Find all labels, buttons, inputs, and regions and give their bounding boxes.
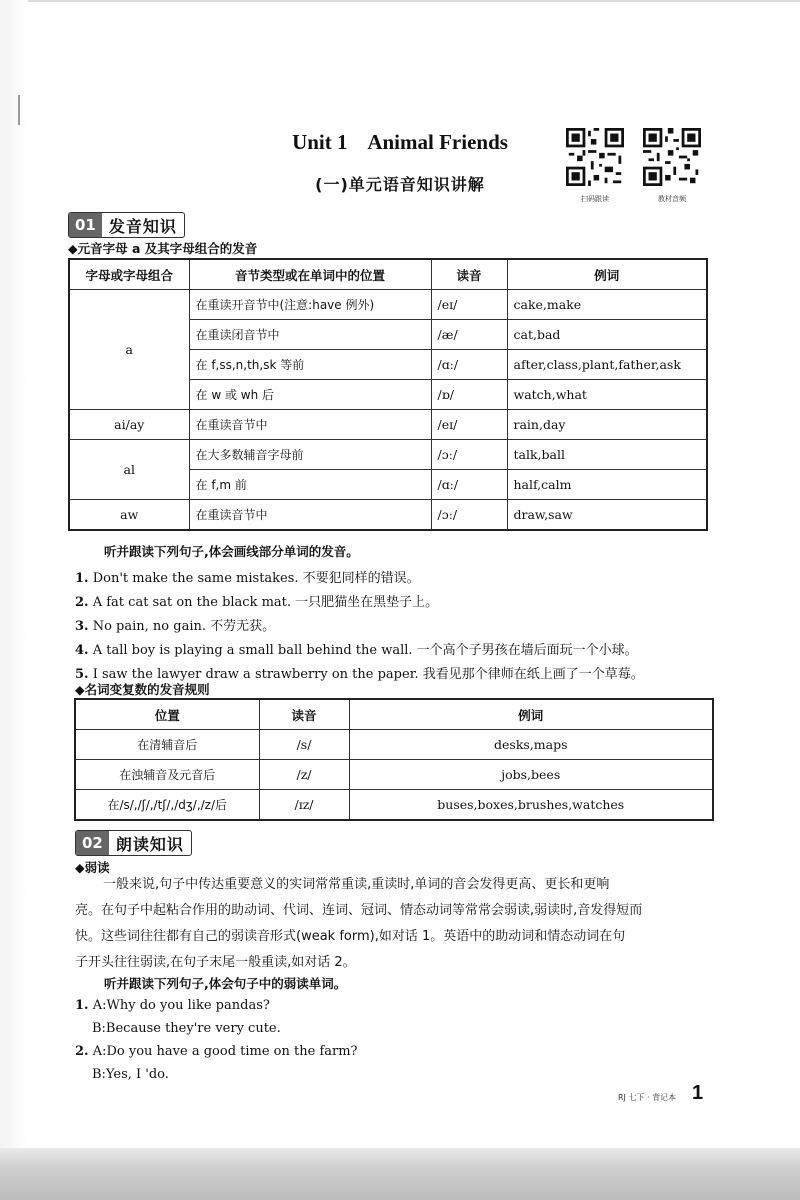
- qr-label-textbook-audio: 教材音频: [658, 195, 686, 203]
- letter-group-cell: a: [69, 290, 189, 410]
- section-subtitle: (一)单元语音知识讲解: [315, 175, 485, 194]
- item-number: 1.: [75, 571, 89, 586]
- scan-bottom-edge: [0, 1148, 800, 1200]
- sentence-text: A tall boy is playing a small ball behind the wall. 一个高个子男孩在墙后面玩一个小球。: [92, 643, 638, 658]
- dialogue-a: A:Why do you like pandas?: [92, 998, 270, 1013]
- table-row: [69, 290, 707, 320]
- table-header-row: [75, 699, 713, 730]
- position-cell: 在浊辅音及元音后: [75, 760, 259, 790]
- table-header-cell: 读音: [259, 699, 349, 730]
- item-number: 2.: [75, 595, 89, 610]
- table-row: [69, 440, 707, 470]
- table-header-row: [69, 259, 707, 290]
- footer-book-label: RJ 七下 · 背记本: [618, 1093, 677, 1102]
- examples-cell: draw,saw: [507, 500, 707, 531]
- position-cell: 在重读音节中: [189, 410, 431, 440]
- paragraph-line: 亮。在句子中起粘合作用的助动词、代词、连词、冠词、情态动词等常常会弱读,弱读时,音发得短而: [75, 903, 643, 918]
- sound-cell: /s/: [259, 730, 349, 760]
- example-sentence: [75, 567, 420, 586]
- item-number: 5.: [75, 667, 89, 682]
- sentence-text: A fat cat sat on the black mat. 一只肥猫坐在黑垫子上。: [92, 595, 439, 610]
- example-sentence: [75, 591, 438, 610]
- sound-cell: /æ/: [431, 320, 507, 350]
- task-instruction-1: 听并跟读下列句子,体会画线部分单词的发音。: [104, 544, 359, 559]
- sound-cell: /ɑː/: [431, 350, 507, 380]
- page-number: 1: [692, 1082, 704, 1104]
- table-row: [75, 730, 713, 760]
- example-sentence: [75, 615, 275, 634]
- paragraph-line: 一般来说,句子中传达重要意义的实词常常重读,重读时,单词的音会发得更高、更长和更响: [103, 877, 610, 892]
- examples-cell: watch,what: [507, 380, 707, 410]
- qr-code-icon: [643, 128, 701, 186]
- position-cell: 在重读音节中: [189, 500, 431, 531]
- examples-cell: half,calm: [507, 470, 707, 500]
- sentence-text: I saw the lawyer draw a strawberry on the paper. 我看见那个律师在纸上画了一个草莓。: [92, 667, 644, 682]
- table-header-cell: 读音: [431, 259, 507, 290]
- unit-title: Unit 1 Animal Friends: [292, 130, 508, 154]
- position-cell: 在重读闭音节中: [189, 320, 431, 350]
- table-row: [75, 790, 713, 821]
- example-sentence: [75, 639, 638, 658]
- section-badge-01: [68, 212, 185, 238]
- sentence-text: No pain, no gain. 不劳无获。: [92, 619, 276, 634]
- table-header-cell: 例词: [349, 699, 713, 730]
- table-header-cell: 音节类型或在单词中的位置: [189, 259, 431, 290]
- position-cell: 在重读开音节中(注意:have 例外): [189, 290, 431, 320]
- qr-follow-read[interactable]: [566, 128, 624, 190]
- section-number: 02: [76, 831, 109, 855]
- examples-cell: desks,maps: [349, 730, 713, 760]
- sound-cell: /ɪz/: [259, 790, 349, 821]
- dialogue-line: B:Because they're very cute.: [92, 1021, 281, 1036]
- scan-top-edge: [0, 0, 800, 2]
- dialogue-line: B:Yes, I 'do.: [92, 1067, 169, 1082]
- dialogue-line: [75, 1044, 358, 1059]
- position-cell: 在 f,m 前: [189, 470, 431, 500]
- weak-form-paragraph: [75, 872, 715, 976]
- section-name: 朗读知识: [115, 834, 184, 854]
- item-number: 3.: [75, 619, 89, 634]
- sound-cell: /eɪ/: [431, 290, 507, 320]
- sentence-text: Don't make the same mistakes. 不要犯同样的错误。: [92, 571, 420, 586]
- table-row: [69, 500, 707, 531]
- section-badge-02: [75, 830, 192, 856]
- examples-cell: rain,day: [507, 410, 707, 440]
- rule-heading-plural: ◆名词变复数的发音规则: [75, 682, 210, 697]
- table-row: [69, 410, 707, 440]
- plural-pronunciation-table: [74, 698, 714, 821]
- qr-code-icon: [566, 128, 624, 186]
- examples-cell: cat,bad: [507, 320, 707, 350]
- vowel-a-table: [68, 258, 708, 531]
- sound-cell: /z/: [259, 760, 349, 790]
- item-number: 1.: [75, 998, 89, 1013]
- table-header-cell: 位置: [75, 699, 259, 730]
- sub-heading-weak-form: ◆弱读: [75, 860, 110, 875]
- table-row: [75, 760, 713, 790]
- task-instruction-2: 听并跟读下列句子,体会句子中的弱读单词。: [104, 976, 347, 991]
- scan-mark: [18, 95, 20, 125]
- examples-cell: cake,make: [507, 290, 707, 320]
- examples-cell: jobs,bees: [349, 760, 713, 790]
- position-cell: 在 f,ss,n,th,sk 等前: [189, 350, 431, 380]
- paragraph-line: 快。这些词往往都有自己的弱读音形式(weak form),如对话 1。英语中的助动词和情态动词在句: [75, 929, 626, 944]
- rule-heading-vowel-a: ◆元音字母 a 及其字母组合的发音: [68, 241, 258, 256]
- sound-cell: /ɔː/: [431, 440, 507, 470]
- table-header-cell: 例词: [507, 259, 707, 290]
- dialogue-a: A:Do you have a good time on the farm?: [92, 1044, 358, 1059]
- section-name: 发音知识: [108, 216, 177, 236]
- letter-group-cell: al: [69, 440, 189, 500]
- sound-cell: /ɑː/: [431, 470, 507, 500]
- letter-group-cell: ai/ay: [69, 410, 189, 440]
- dialogue-line: [75, 998, 270, 1013]
- scan-left-shadow: [0, 0, 28, 1148]
- position-cell: 在清辅音后: [75, 730, 259, 760]
- item-number: 4.: [75, 643, 89, 658]
- section-number: 01: [69, 213, 102, 237]
- sound-cell: /ɒ/: [431, 380, 507, 410]
- examples-cell: buses,boxes,brushes,watches: [349, 790, 713, 821]
- table-header-cell: 字母或字母组合: [69, 259, 189, 290]
- position-cell: 在大多数辅音字母前: [189, 440, 431, 470]
- examples-cell: talk,ball: [507, 440, 707, 470]
- qr-label-follow-read: 扫码跟读: [581, 195, 609, 203]
- position-cell: 在 w 或 wh 后: [189, 380, 431, 410]
- qr-textbook-audio[interactable]: [643, 128, 701, 190]
- letter-group-cell: aw: [69, 500, 189, 531]
- item-number: 2.: [75, 1044, 89, 1059]
- sound-cell: /eɪ/: [431, 410, 507, 440]
- sound-cell: /ɔː/: [431, 500, 507, 531]
- position-cell: 在/s/,/ʃ/,/tʃ/,/dʒ/,/z/后: [75, 790, 259, 821]
- examples-cell: after,class,plant,father,ask: [507, 350, 707, 380]
- paragraph-line: 子开头往往弱读,在句子末尾一般重读,如对话 2。: [75, 955, 356, 970]
